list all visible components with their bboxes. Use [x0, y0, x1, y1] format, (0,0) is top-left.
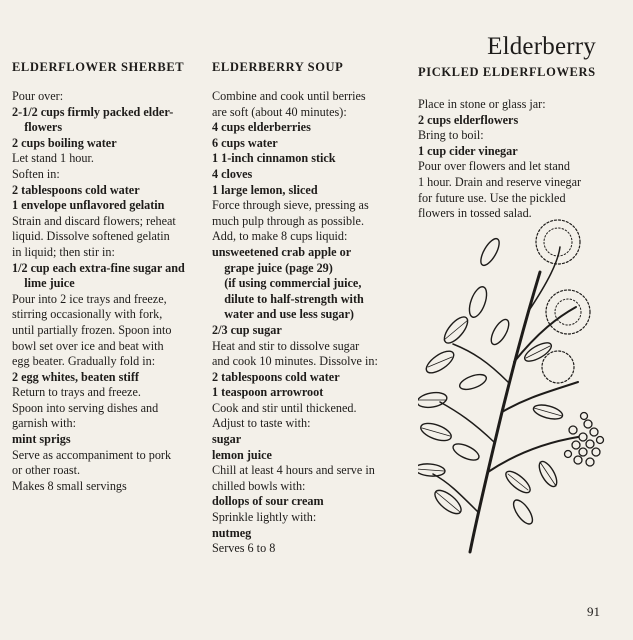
instruction-line: Adjust to taste with: — [212, 416, 311, 431]
elderberry-plant-engraving-icon — [418, 212, 608, 556]
instruction-line: for future use. Use the pickled — [418, 190, 566, 205]
instruction-line: garnish with: — [12, 416, 76, 431]
page-title: Elderberry — [487, 32, 596, 60]
ingredient-line: lemon juice — [212, 447, 272, 462]
instruction-line: Place in stone or glass jar: — [418, 97, 546, 111]
instruction-line: liquid. Dissolve softened gelatin — [12, 229, 170, 244]
instruction-line: Sprinkle lightly with: — [212, 510, 317, 525]
instruction-line: flowers in tossed salad. — [418, 206, 532, 221]
instruction-line: stirring occasionally with fork, — [12, 307, 163, 322]
ingredient-line: 2 cups elderflowers — [418, 112, 519, 127]
instruction-line: much pulp through as possible. — [212, 213, 364, 228]
instruction-line: Serves 6 to 8 — [212, 541, 276, 556]
ingredient-line: 2 egg whites, beaten stiff — [12, 369, 139, 384]
instruction-line: until partially frozen. Spoon into — [12, 322, 172, 337]
instruction-line: Strain and discard flowers; reheat — [12, 213, 176, 228]
instruction-line: Force through sieve, pressing as — [212, 198, 369, 213]
ingredient-line: (if using commercial juice, — [212, 276, 362, 291]
instruction-line: Serve as accompaniment to pork — [12, 447, 172, 462]
instruction-line: or other roast. — [12, 463, 81, 478]
instruction-line: Soften in: — [12, 166, 60, 181]
ingredient-line: 1 cup cider vinegar — [418, 143, 518, 158]
ingredient-line: 4 cloves — [212, 166, 253, 181]
instruction-line: Makes 8 small servings — [12, 478, 127, 493]
ingredient-line: 6 cups water — [212, 135, 278, 150]
ingredient-line: sugar — [212, 432, 242, 447]
instruction-line: Pour over flowers and let stand — [418, 159, 570, 174]
instruction-line: Let stand 1 hour. — [12, 151, 94, 166]
recipe-pickled-elderflowers — [418, 60, 618, 222]
instruction-line: in liquid; then stir in: — [12, 244, 115, 259]
ingredient-line: mint sprigs — [12, 432, 71, 447]
ingredient-line: 1 large lemon, sliced — [212, 182, 318, 197]
instruction-line: Chill at least 4 hours and serve in — [212, 463, 375, 478]
instruction-line: Return to trays and freeze. — [12, 385, 141, 400]
ingredient-line: 2 tablespoons cold water — [12, 182, 140, 197]
ingredient-line: grape juice (page 29) — [212, 260, 333, 275]
ingredient-line: 1/2 cup each extra-fine sugar and — [12, 260, 185, 275]
recipe-elderflower-sherbet — [12, 60, 204, 494]
ingredient-line: 1 teaspoon arrowroot — [212, 385, 324, 400]
ingredient-line: 1 1-inch cinnamon stick — [212, 151, 336, 166]
recipe-heading: PICKLED ELDERFLOWERS — [418, 65, 596, 79]
elderberry-illustration — [418, 212, 608, 556]
instruction-line: Heat and stir to dissolve sugar — [212, 338, 360, 353]
ingredient-line: 2-1/2 cups firmly packed elder- — [12, 104, 174, 119]
page-number: 91 — [587, 604, 600, 619]
ingredient-line: dilute to half-strength with — [212, 291, 364, 306]
instruction-line: Pour over: — [12, 89, 64, 103]
ingredient-line: 1 envelope unflavored gelatin — [12, 198, 165, 213]
instruction-line: bowl set over ice and beat with — [12, 338, 164, 353]
instruction-line: Add, to make 8 cups liquid: — [212, 229, 348, 244]
ingredient-line: lime juice — [12, 276, 75, 291]
recipe-body — [12, 89, 204, 494]
instruction-line: Cook and stir until thickened. — [212, 400, 357, 415]
instruction-line: Bring to boil: — [418, 128, 484, 143]
ingredient-line: 2 tablespoons cold water — [212, 369, 340, 384]
ingredient-line: 2 cups boiling water — [12, 135, 117, 150]
instruction-line: Pour into 2 ice trays and freeze, — [12, 291, 167, 306]
recipe-elderberry-soup — [212, 60, 412, 557]
instruction-line: Spoon into serving dishes and — [12, 400, 159, 415]
ingredient-line: water and use less sugar) — [212, 307, 354, 322]
ingredient-line: 4 cups elderberries — [212, 120, 311, 135]
ingredient-line: dollops of sour cream — [212, 494, 324, 509]
instruction-line: are soft (about 40 minutes): — [212, 104, 347, 119]
instruction-line: egg beater. Gradually fold in: — [12, 354, 156, 369]
recipe-heading: ELDERBERRY SOUP — [212, 60, 344, 74]
instruction-line: and cook 10 minutes. Dissolve in: — [212, 354, 378, 369]
ingredient-line: 2/3 cup sugar — [212, 322, 282, 337]
recipe-body — [212, 89, 412, 557]
instruction-line: Combine and cook until berries — [212, 89, 366, 103]
instruction-line: chilled bowls with: — [212, 478, 306, 493]
instruction-line: 1 hour. Drain and reserve vinegar — [418, 174, 582, 189]
ingredient-line: nutmeg — [212, 525, 252, 540]
ingredient-line: unsweetened crab apple or — [212, 244, 352, 259]
recipe-heading: ELDERFLOWER SHERBET — [12, 60, 185, 74]
ingredient-line: flowers — [12, 120, 63, 135]
recipe-body — [418, 97, 618, 222]
